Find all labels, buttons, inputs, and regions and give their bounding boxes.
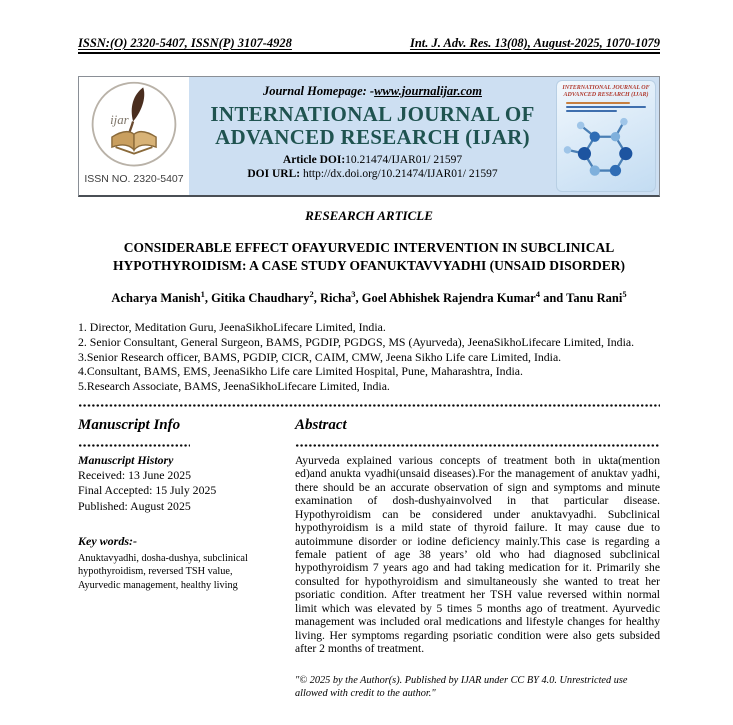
manuscript-info-heading: Manuscript Info — [78, 416, 181, 433]
final-accepted-date: Final Accepted: 15 July 2025 — [78, 483, 217, 498]
issn-numbers: ISSN:(O) 2320-5407, ISSN(P) 3107-4928 — [78, 36, 292, 50]
abstract-underline — [295, 443, 660, 448]
journal-cover-thumbnail — [556, 80, 656, 192]
journal-title-line2: ADVANCED RESEARCH (IJAR) — [215, 124, 530, 149]
journal-header-center — [189, 77, 556, 195]
abstract-text: Ayurveda explained various concepts of treatment both in ukta(mention ed)and anukta vyadhi(unsaid diseases).For the management of anuktav yadhi, there should be an accurate observation of sign and symptoms and minute examination of dosh-dushyainvolved in that particular disease. Hypothyroidism can be considered under anuktavyadhi. Subclinical hypothyroidism is a mild state of thyroid failure. It may cause due to autoimmune disorder or iodine deficiency mainly.This case is regarding a female patient of age 38 years’ old who had diagnosed subclinical hypothyroidism 7 years ago and had taking medication for it. Primarily she consulted for hypothyroidism and simultaneously she wanted to treat her psoriatic condition. After treatment her TSH value reversed within normal limit which was elevated by 5 times 5 months ago of treatment. Ayurvedic management was included oral medications and lifestyle changes for healthy living. Her symptoms regarding psoriatic condition were also gets subsided after 2 months of treatment. — [295, 453, 660, 656]
abstract-column — [295, 417, 660, 712]
affiliations — [78, 320, 660, 394]
cover-decorative-lines — [560, 102, 652, 112]
article-doi-label: Article DOI: — [282, 154, 346, 167]
affiliation-line: 1. Director, Meditation Guru, JeenaSikhoLifecare Limited, India. — [78, 320, 386, 335]
section-divider-dotted — [78, 403, 660, 408]
homepage-label: Journal Homepage: - — [262, 84, 375, 98]
article-type-label: RESEARCH ARTICLE — [305, 208, 433, 223]
journal-homepage-line — [189, 84, 556, 99]
copyright-note: "© 2025 by the Author(s). Published by IJAR under CC BY 4.0. Unrestricted use allowed with credit to the author." — [295, 675, 628, 700]
affiliation-line: 5.Research Associate, BAMS, JeenaSikhoLifecare Limited, India. — [78, 379, 390, 394]
received-date: Received: 13 June 2025 — [78, 467, 192, 482]
doi-url-link[interactable]: http://dx.doi.org/10.21474/IJAR01/ 21597 — [302, 168, 498, 181]
doi-url-line — [189, 168, 556, 180]
ijar-logo-icon — [88, 80, 180, 172]
affiliation-line: 3.Senior Research officer, BAMS, PGDIP, CICR, CAIM, CMW, Jeena Sikho Life care Limited, India. — [78, 349, 562, 364]
article-doi-line — [189, 154, 556, 166]
journal-issn-header — [78, 0, 660, 54]
journal-logo-panel — [79, 77, 189, 195]
article-doi-value: 10.21474/IJAR01/ 21597 — [345, 154, 463, 167]
abstract-heading: Abstract — [295, 416, 347, 433]
affiliation-line: 2. Senior Consultant, General Surgeon, BAMS, PGDIP, PGDGS, MS (Ayurveda), JeenaSikhoLifecare Limited, India. — [78, 334, 635, 349]
article-title: CONSIDERABLE EFFECT OFAYURVEDIC INTERVENTION IN SUBCLINICAL HYPOTHYROIDISM: A CASE STUDY OFANUKTAVVYADHI (UNSAID DISORDER) — [112, 240, 626, 273]
svg-text:ijar: ijar — [110, 113, 129, 128]
molecule-graphic-icon — [560, 114, 654, 182]
manuscript-info-underline — [78, 443, 190, 448]
homepage-link[interactable]: www.journalijar.com — [374, 84, 482, 98]
issue-citation: Int. J. Adv. Res. 13(08), August-2025, 1070-1079 — [409, 36, 660, 50]
two-column-area — [78, 417, 660, 712]
doi-url-label: DOI URL: — [247, 168, 303, 181]
journal-title — [189, 103, 556, 148]
authors-line: Acharya Manish$^1$, Gitika Chaudhary$^2$, Richa$^3$, Goel Abhishek Rajendra Kumar$^4$ and Tanu Rani$^5$ — [111, 289, 627, 306]
affiliation-line: 4.Consultant, BAMS, EMS, JeenaSikho Life care Limited Hospital, Pune, Maharashtra, India. — [78, 364, 523, 379]
keywords-list: Anuktavyadhi, dosha-dushya, subclinical hypothyroidism, reversed TSH value, Ayurvedic management, healthy living — [78, 552, 248, 592]
keywords-heading: Key words:- — [78, 533, 137, 548]
logo-issn-text: ISSN NO. 2320-5407 — [84, 173, 184, 185]
manuscript-info-column — [78, 417, 295, 712]
manuscript-history-heading: Manuscript History — [78, 452, 174, 467]
published-date: Published: August 2025 — [78, 498, 191, 513]
journal-title-line1: INTERNATIONAL JOURNAL OF — [210, 102, 535, 126]
cover-title-text: INTERNATIONAL JOURNAL OF ADVANCED RESEARCH (IJAR) — [562, 85, 650, 99]
journal-header-box — [78, 76, 660, 197]
